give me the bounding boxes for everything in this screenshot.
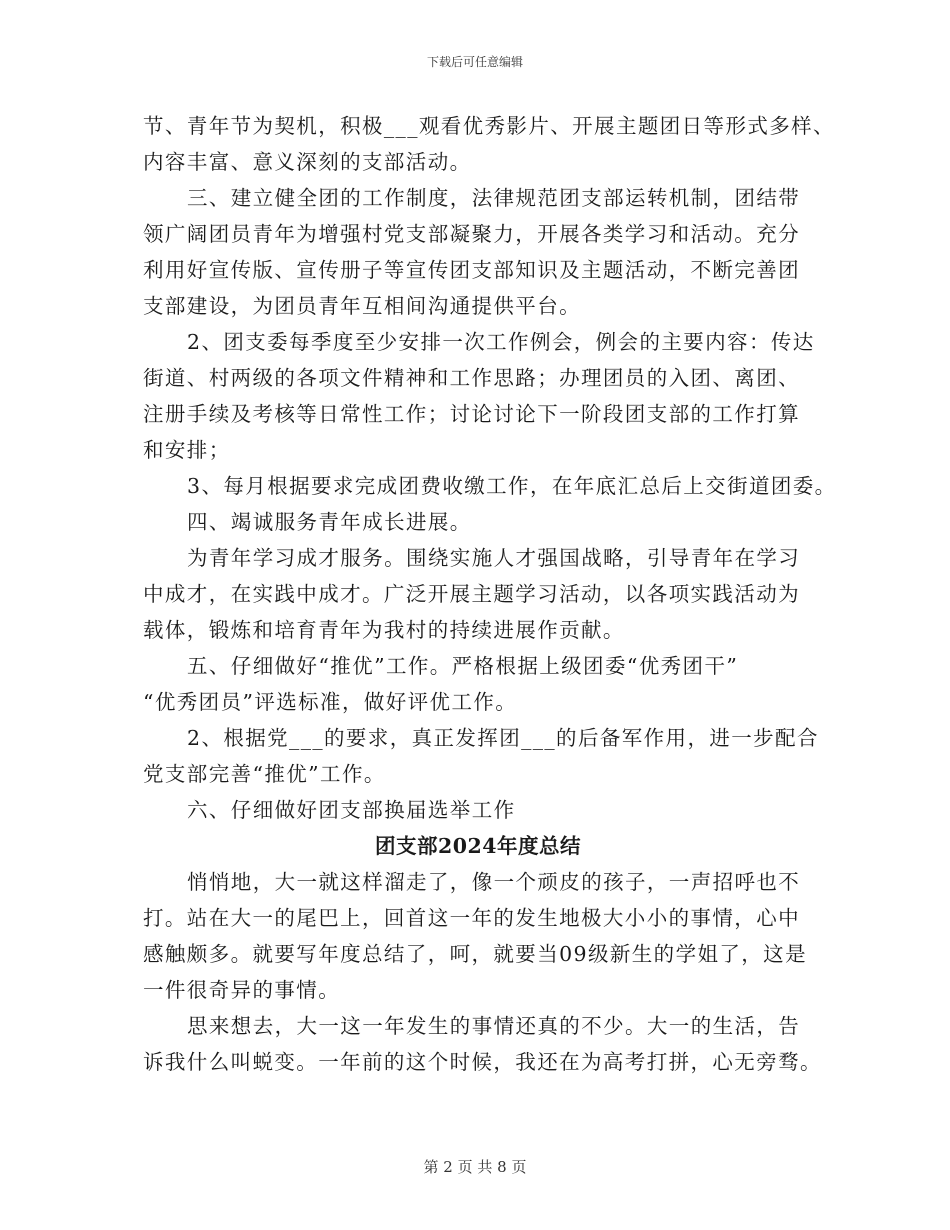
text-line: 和安排； <box>143 438 231 462</box>
text-line: 注册手续及考核等日常性工作；讨论讨论下一阶段团支部的工作打算 <box>143 402 800 426</box>
text-line: 3、每月根据要求完成团费收缴工作，在年底汇总后上交街道团委。 <box>187 474 837 498</box>
text-line: 2、团支委每季度至少安排一次工作例会，例会的主要内容：传达 <box>187 330 815 354</box>
text-line: 四、竭诚服务青年成长进展。 <box>187 510 472 534</box>
page-header: 下载后可任意编辑 <box>426 55 523 69</box>
document-body <box>143 108 837 1080</box>
page-footer: 第 2 页 共 8 页 <box>423 1158 527 1176</box>
text-line: 领广阔团员青年为增强村党支部凝聚力，开展各类学习和活动。充分 <box>143 222 800 246</box>
text-line: 感触颇多。就要写年度总结了，呵，就要当09级新生的学姐了，这是 <box>143 942 807 966</box>
text-line: 五、仔细做好“推优”工作。严格根据上级团委“优秀团干” <box>187 654 739 678</box>
text-line: 载体，锻炼和培育青年为我村的持续进展作贡献。 <box>143 618 625 642</box>
text-line: 利用好宣传版、宣传册子等宣传团支部知识及主题活动，不断完善团 <box>143 258 800 282</box>
text-line: “优秀团员”评选标准，做好评优工作。 <box>143 690 518 714</box>
text-line: 支部建设，为团员青年互相间沟通提供平台。 <box>143 294 581 318</box>
text-line: 悄悄地，大一就这样溜走了，像一个顽皮的孩子，一声招呼也不 <box>187 870 801 894</box>
text-line: 为青年学习成才服务。围绕实施人才强国战略，引导青年在学习 <box>187 546 801 570</box>
text-line: 2、根据党___的要求，真正发挥团___的后备军作用，进一步配合 <box>187 726 819 750</box>
text-line: 内容丰富、意义深刻的支部活动。 <box>143 150 472 174</box>
text-line: 思来想去，大一这一年发生的事情还真的不少。大一的生活，告 <box>187 1014 801 1038</box>
text-line: 诉我什么叫蜕变。一年前的这个时候，我还在为高考打拼，心无旁骛。 <box>143 1050 822 1074</box>
text-line: 六、仔细做好团支部换届选举工作 <box>187 798 516 822</box>
text-line: 三、建立健全团的工作制度，法律规范团支部运转机制，团结带 <box>187 186 801 210</box>
text-line: 党支部完善“推优”工作。 <box>143 762 386 786</box>
text-line: 一件很奇异的事情。 <box>143 978 341 1002</box>
text-line: 打。站在大一的尾巴上，回首这一年的发生地极大小小的事情，心中 <box>143 906 800 930</box>
text-line: 节、青年节为契机，积极___观看优秀影片、开展主题团日等形式多样、 <box>143 114 835 138</box>
text-line: 中成才，在实践中成才。广泛开展主题学习活动，以各项实践活动为 <box>143 582 800 606</box>
text-line: 街道、村两级的各项文件精神和工作思路；办理团员的入团、离团、 <box>143 366 800 390</box>
section-title: 团支部2024年度总结 <box>374 834 582 858</box>
